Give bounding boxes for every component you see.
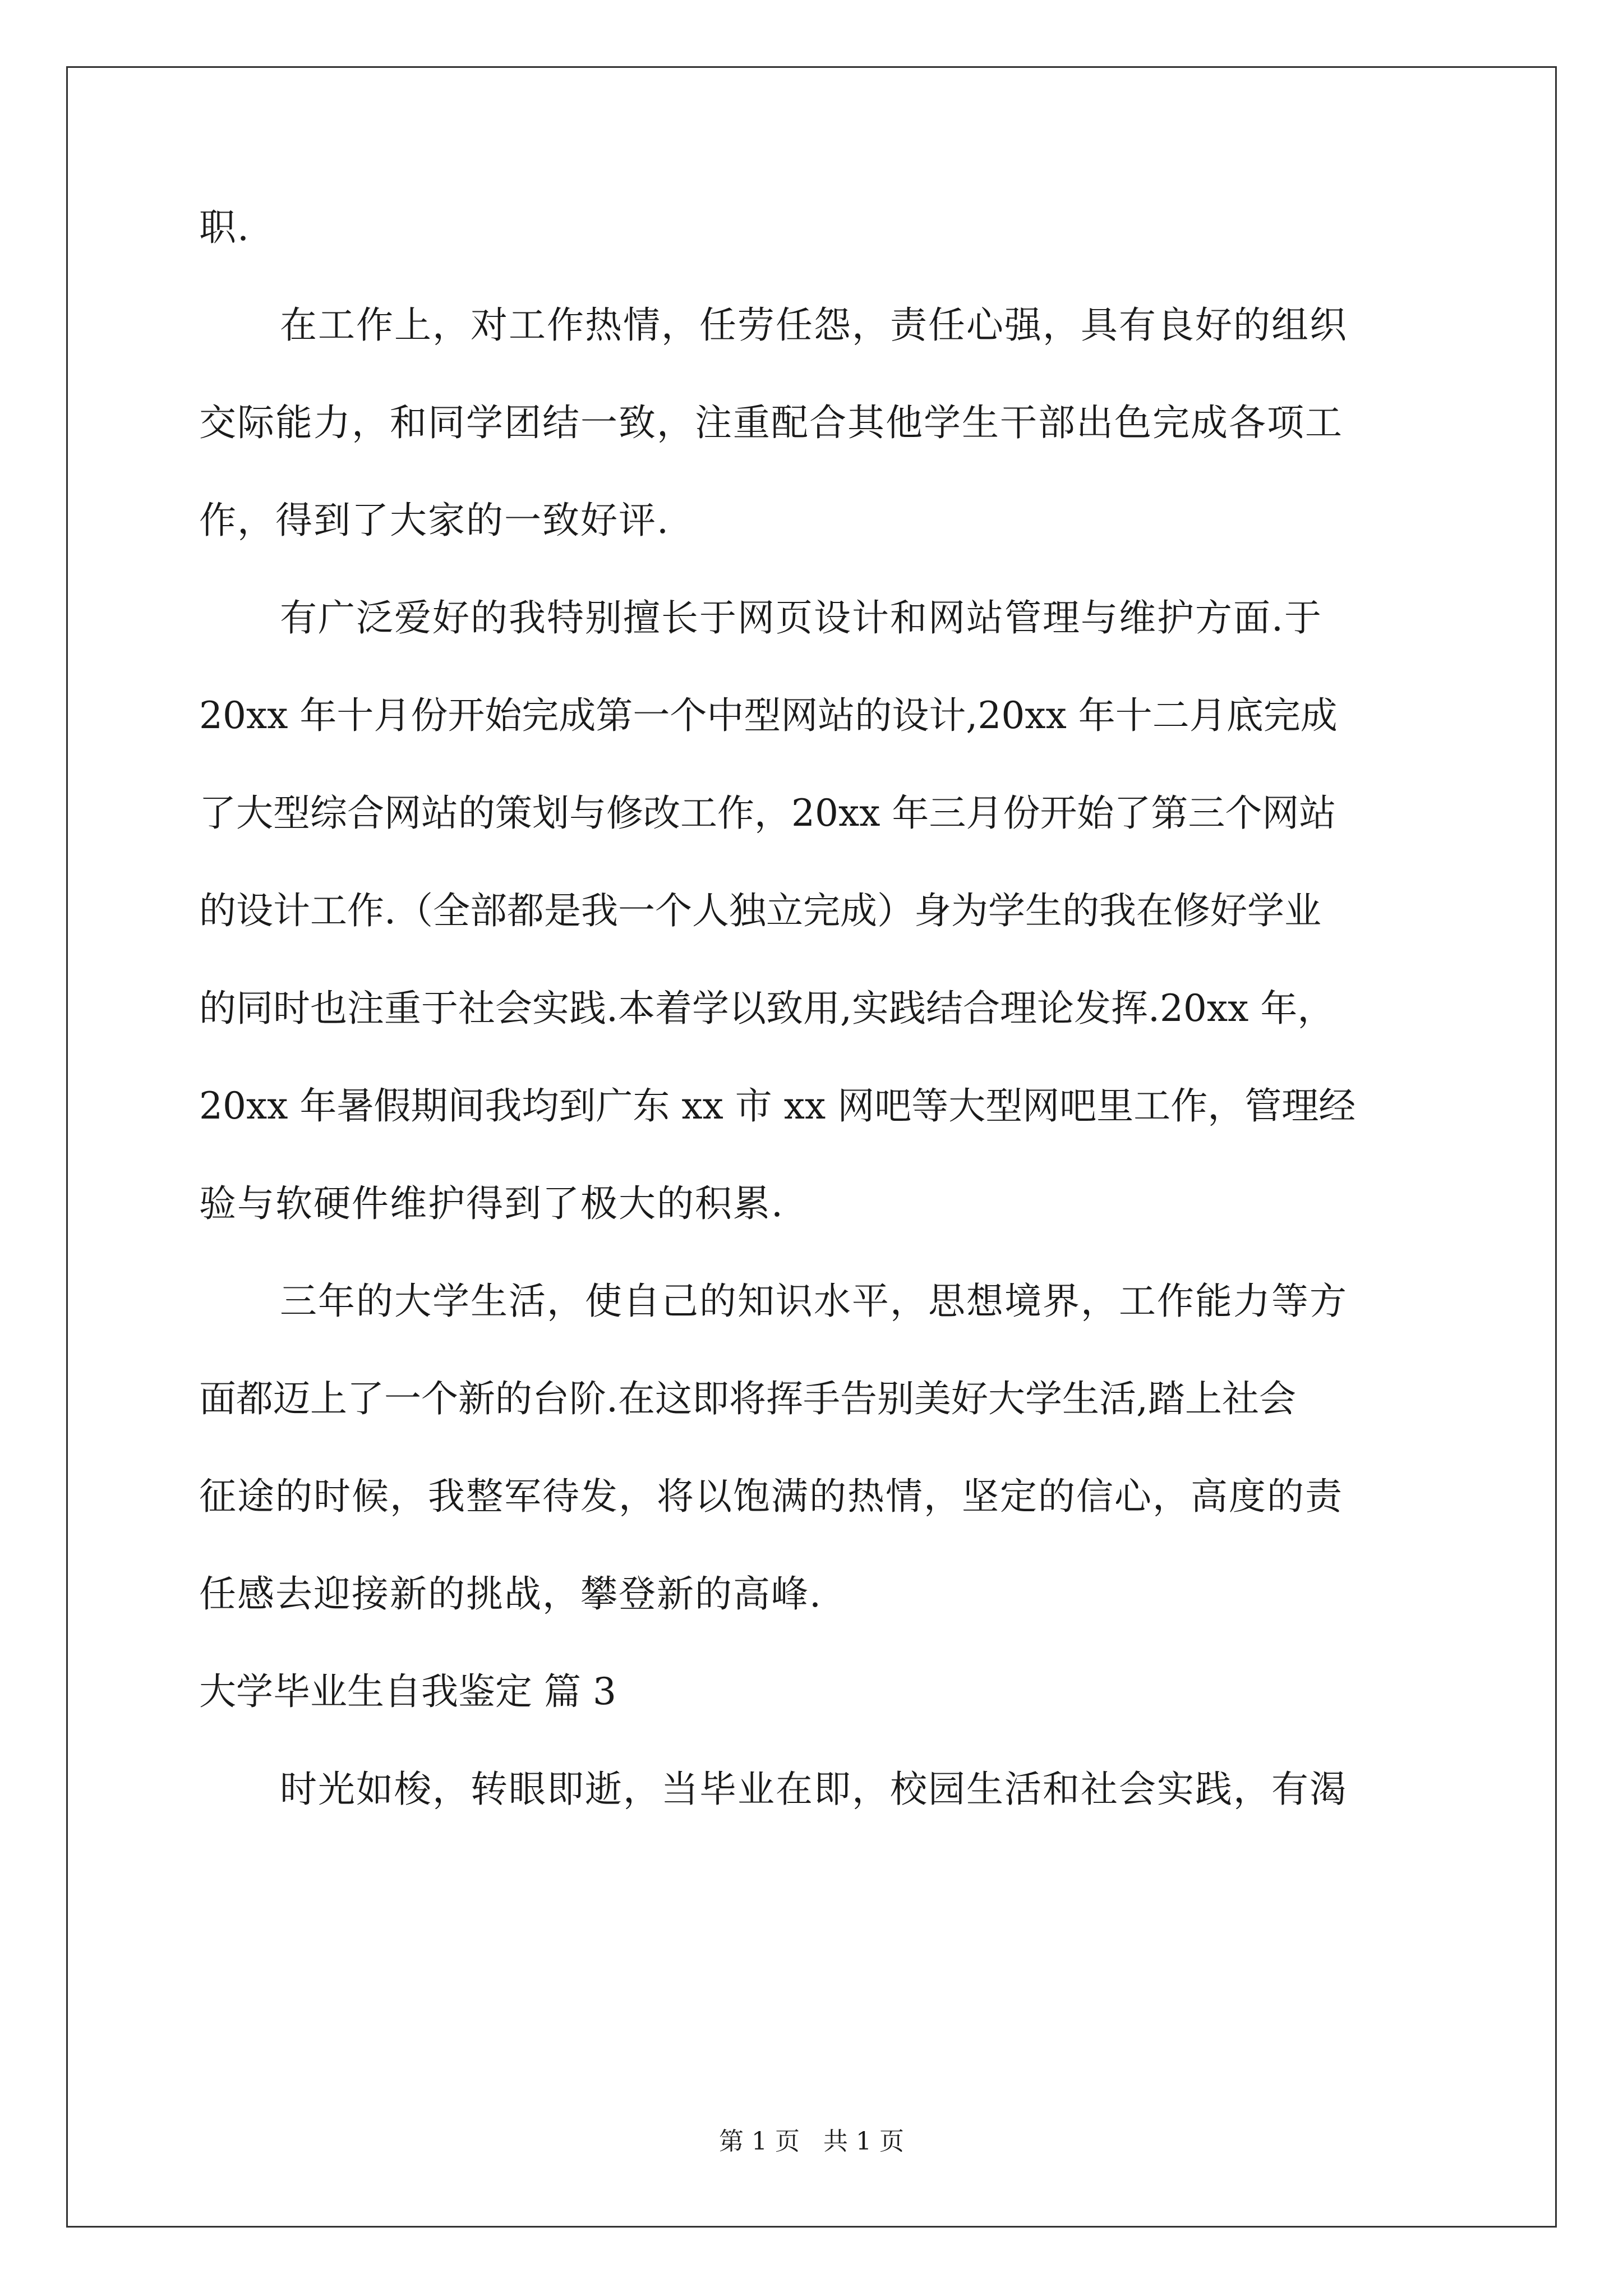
page-number-total: 共 1 页 — [823, 2127, 904, 2156]
paragraph-start-line: 时光如梭，转眼即逝，当毕业在即，校园生活和社会实践，有渴 — [280, 1768, 1348, 1811]
text-line: 作，得到了大家的一致好评. — [199, 499, 670, 542]
text-line: 征途的时候，我整军待发，将以饱满的热情，坚定的信心，高度的责 — [199, 1475, 1343, 1518]
text-line: 了大型综合网站的策划与修改工作，20xx 年三月份开始了第三个网站 — [199, 792, 1336, 835]
text-line: 面都迈上了一个新的台阶.在这即将挥手告别美好大学生活,踏上社会 — [199, 1377, 1296, 1420]
text-line: 交际能力，和同学团结一致，注重配合其他学生干部出色完成各项工 — [199, 401, 1343, 444]
text-line: 的设计工作.（全部都是我一个人独立完成）身为学生的我在修好学业 — [199, 889, 1321, 932]
section-heading: 大学毕业生自我鉴定 篇 3 — [199, 1670, 616, 1713]
document-body — [199, 203, 1427, 1862]
text-line: 任感去迎接新的挑战，攀登新的高峰. — [199, 1572, 822, 1616]
paragraph-start-line: 有广泛爱好的我特别擅长于网页设计和网站管理与维护方面.于 — [280, 596, 1322, 639]
text-line: 的同时也注重于社会实践.本着学以致用,实践结合理论发挥.20xx 年， — [199, 987, 1335, 1030]
text-line: 职. — [199, 206, 250, 249]
page-number-current: 第 1 页 — [719, 2127, 800, 2156]
paragraph-start-line: 在工作上，对工作热情，任劳任怨，责任心强，具有良好的组织 — [280, 303, 1348, 347]
text-line: 20xx 年十月份开始完成第一个中型网站的设计,20xx 年十二月底完成 — [199, 694, 1338, 737]
page-footer — [0, 2126, 1623, 2157]
text-line: 验与软硬件维护得到了极大的积累. — [199, 1182, 784, 1225]
text-line: 20xx 年暑假期间我均到广东 xx 市 xx 网吧等大型网吧里工作，管理经 — [199, 1084, 1356, 1128]
paragraph-start-line: 三年的大学生活，使自己的知识水平，思想境界，工作能力等方 — [280, 1280, 1348, 1323]
